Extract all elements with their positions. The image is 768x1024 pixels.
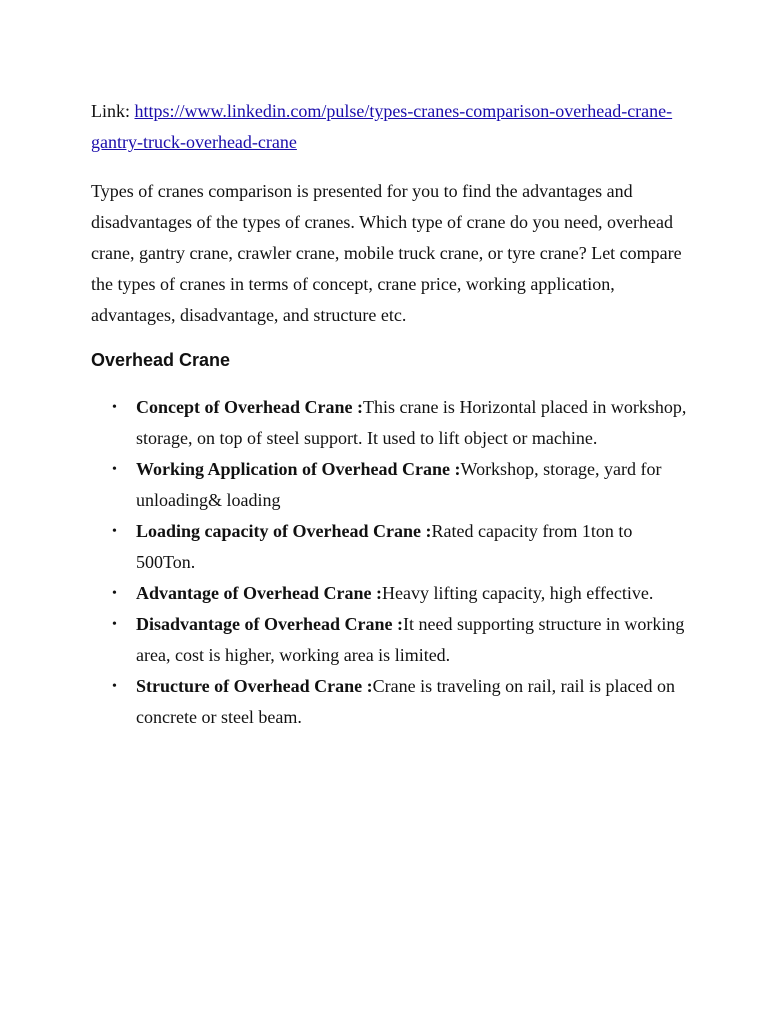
- item-term: Advantage of Overhead Crane :: [136, 583, 382, 603]
- bullet-icon: •: [112, 586, 117, 601]
- item-term: Working Application of Overhead Crane :: [136, 459, 461, 479]
- intro-paragraph: Types of cranes comparison is presented for you to find the advantages and disadvantages of the types of cranes. Which type of crane do you need, overhead crane, gantry crane, crawler crane, mobile truck crane, or tyre crane? Let compare the types of cranes in terms of concept, crane price, working application, advantages, disadvantage, and structure etc.: [91, 181, 682, 325]
- section-heading: Overhead Crane: [91, 350, 231, 370]
- item-term: Structure of Overhead Crane :: [136, 676, 373, 696]
- list-item: [91, 671, 691, 733]
- bullet-list: [91, 392, 691, 733]
- item-term: Concept of Overhead Crane :: [136, 397, 363, 417]
- item-term: Disadvantage of Overhead Crane :: [136, 614, 403, 634]
- item-text: Rated capacity from 1ton to 500Ton.: [136, 521, 633, 572]
- list-item: [91, 454, 691, 516]
- bullet-icon: •: [112, 524, 117, 539]
- bullet-icon: •: [112, 400, 117, 415]
- item-text: This crane is Horizontal placed in workshop, storage, on top of steel support. It used to lift object or machine.: [136, 397, 687, 448]
- item-text: Workshop, storage, yard for unloading& loading: [136, 459, 662, 510]
- link-paragraph: [91, 96, 691, 158]
- item-text: It need supporting structure in working area, cost is higher, working area is limited.: [136, 614, 685, 665]
- item-term: Loading capacity of Overhead Crane :: [136, 521, 432, 541]
- link-label: Link:: [91, 101, 135, 121]
- document-page: [91, 96, 691, 733]
- item-text: Crane is traveling on rail, rail is placed on concrete or steel beam.: [136, 676, 676, 727]
- bullet-icon: •: [112, 617, 117, 632]
- list-item: [91, 516, 691, 578]
- list-item: [91, 578, 691, 609]
- source-link[interactable]: https://www.linkedin.com/pulse/types-cranes-comparison-overhead-crane-gantry-truck-overhead-crane: [91, 101, 673, 152]
- list-item: [91, 392, 691, 454]
- list-item: [91, 609, 691, 671]
- bullet-icon: •: [112, 679, 117, 694]
- item-text: Heavy lifting capacity, high effective.: [381, 583, 654, 603]
- bullet-icon: •: [112, 462, 117, 477]
